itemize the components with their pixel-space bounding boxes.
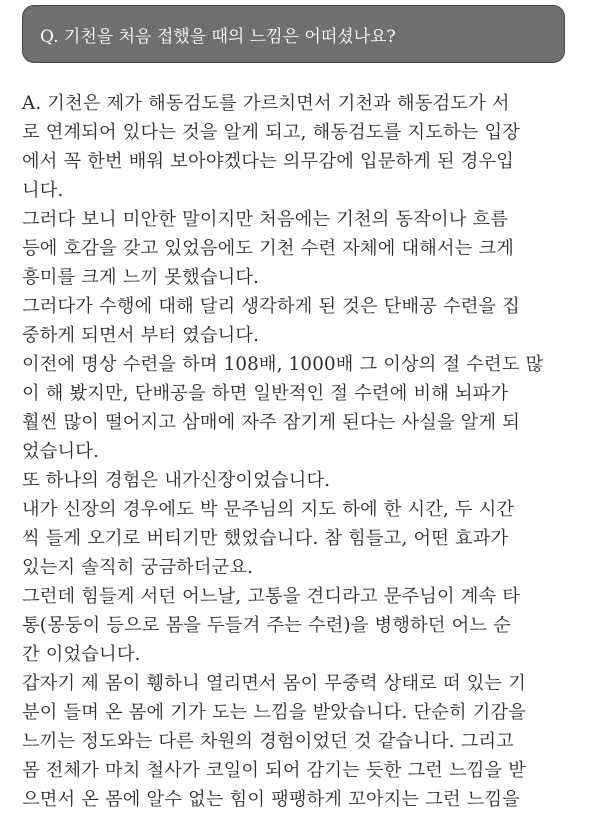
answer-line: 이 해 봤지만, 단배공을 하면 일반적인 절 수련에 비해 뇌파가 <box>22 383 509 404</box>
answer-line: 그러다가 수행에 대해 달리 생각하게 된 것은 단배공 수련을 집 <box>22 296 521 317</box>
answer-line: 있는지 솔직히 궁금하더군요. <box>22 557 254 578</box>
answer-line: 로 연계되어 있다는 것을 알게 되고, 해동검도를 지도하는 입장 <box>22 122 521 143</box>
answer-line: 내가 신장의 경우에도 박 문주님의 지도 하에 한 시간, 두 시간 <box>22 499 515 520</box>
answer-line: 통(몽둥이 등으로 몸을 두들겨 주는 수련)을 병행하던 어느 순 <box>22 615 511 636</box>
answer-line: 니다. <box>22 180 64 201</box>
answer-line: 에서 꼭 한번 배워 보아야겠다는 의무감에 입문하게 된 경우입 <box>22 151 515 172</box>
answer-line: A. 기천은 제가 해동검도를 가르치면서 기천과 해동검도가 서 <box>22 93 510 114</box>
answer-line: 그러다 보니 미안한 말이지만 처음에는 기천의 동작이나 흐름 <box>22 209 509 230</box>
question-text: Q. 기천을 처음 접했을 때의 느낌은 어떠셨나요? <box>40 26 396 47</box>
answer-line: 었습니다. <box>22 441 100 462</box>
question-box <box>22 5 565 63</box>
answer-line: 으면서 온 몸에 알수 없는 힘이 팽팽하게 꼬아지는 그런 느낌을 <box>22 789 521 810</box>
answer-line: 느끼는 정도와는 다른 차원의 경험이었던 것 같습니다. 그리고 <box>22 731 515 752</box>
answer-line: 이전에 명상 수련을 하며 108배, 1000배 그 이상의 절 수련도 많 <box>22 354 544 375</box>
answer-line: 그런데 힘들게 서던 어느날, 고통을 견디라고 문주님이 계속 타 <box>22 586 521 607</box>
answer-line: 간 이었습니다. <box>22 644 141 665</box>
answer-line: 훨씬 많이 떨어지고 삼매에 자주 잠기게 된다는 사실을 알게 되 <box>22 412 521 433</box>
answer-body <box>22 89 574 814</box>
answer-line: 또 하나의 경험은 내가신장이었습니다. <box>22 470 331 491</box>
answer-line: 등에 호감을 갖고 있었음에도 기천 수련 자체에 대해서는 크게 <box>22 238 515 259</box>
answer-line: 중하게 되면서 부터 였습니다. <box>22 325 260 346</box>
answer-line: 흥미를 크게 느끼 못했습니다. <box>22 267 260 288</box>
answer-line: 씩 들게 오기로 버티기만 했었습니다. 참 힘들고, 어떤 효과가 <box>22 528 509 549</box>
answer-line: 분이 들며 온 몸에 기가 도는 느낌을 받았습니다. 단순히 기감을 <box>22 702 527 723</box>
answer-line: 몸 전체가 마치 철사가 코일이 되어 감기는 듯한 그런 느낌을 받 <box>22 760 527 781</box>
answer-line: 갑자기 제 몸이 휑하니 열리면서 몸이 무중력 상태로 떠 있는 기 <box>22 673 527 694</box>
